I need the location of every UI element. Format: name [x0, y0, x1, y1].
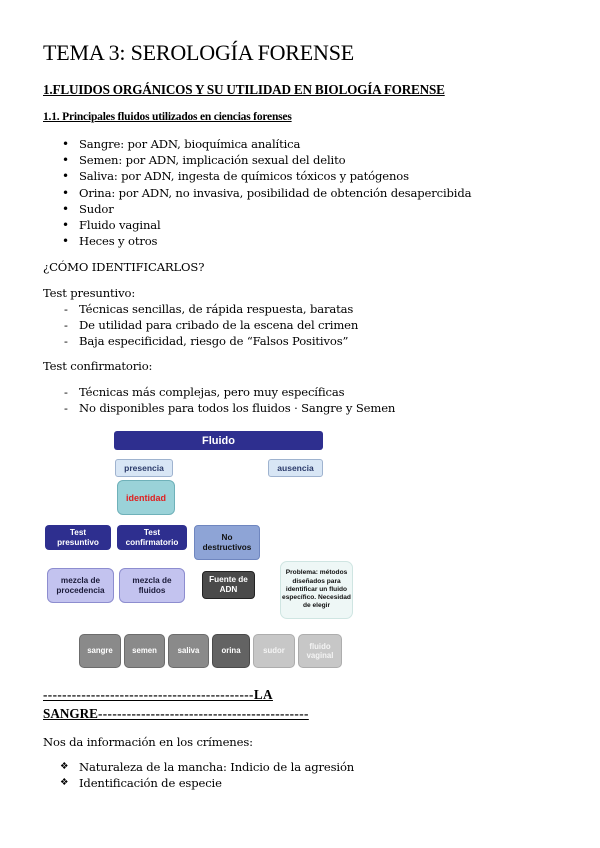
diagram-fluid-fluido-vaginal: fluido vaginal — [298, 634, 342, 668]
list-item: - No disponibles para todos los fluidos · Sangre y Semen — [43, 400, 395, 416]
sangre-intro: Nos da información en los crímenes: — [43, 735, 253, 749]
diagram-mezcla-procedencia: mezcla de procedencia — [47, 568, 114, 603]
confirmatory-list — [43, 384, 395, 416]
diagram-fluid-sangre: sangre — [79, 634, 121, 668]
diagram-fluid-sudor: sudor — [253, 634, 295, 668]
list-item: ❖ Naturaleza de la mancha: Indicio de la agresión — [43, 759, 354, 775]
list-item: • Sudor — [43, 201, 471, 217]
diagram-no-destructivos: No destructivos — [194, 525, 260, 560]
list-item: • Fluido vaginal — [43, 217, 471, 233]
sangre-divider — [43, 685, 309, 723]
list-item: • Semen: por ADN, implicación sexual del delito — [43, 152, 471, 168]
confirmatory-label: Test confirmatorio: — [43, 359, 153, 373]
diagram-fluid-saliva: saliva — [168, 634, 209, 668]
diagram-fluid-semen: semen — [124, 634, 165, 668]
list-item: - De utilidad para cribado de la escena del crimen — [43, 317, 358, 333]
question-text: ¿CÓMO IDENTIFICARLOS? — [43, 260, 205, 274]
diagram-test-presuntivo: Test presuntivo — [45, 525, 111, 550]
divider-line-2: SANGRE-------------------------------------------- — [43, 706, 309, 721]
list-item: - Baja especificidad, riesgo de “Falsos Positivos” — [43, 333, 358, 349]
fluids-list — [43, 136, 471, 249]
page-title: TEMA 3: SEROLOGÍA FORENSE — [43, 40, 354, 65]
list-item: • Heces y otros — [43, 233, 471, 249]
list-item: - Técnicas más complejas, pero muy específicas — [43, 384, 395, 400]
section-heading: 1.FLUIDOS ORGÁNICOS Y SU UTILIDAD EN BIOLOGÍA FORENSE — [43, 82, 445, 97]
diagram-root-fluido: Fluido — [114, 431, 323, 450]
fluid-diagram — [40, 428, 370, 673]
list-item: - Técnicas sencillas, de rápida respuesta, baratas — [43, 301, 358, 317]
diagram-presencia: presencia — [115, 459, 173, 477]
diagram-mezcla-fluidos: mezcla de fluidos — [119, 568, 185, 603]
list-item: ❖ Identificación de especie — [43, 775, 354, 791]
diagram-ausencia: ausencia — [268, 459, 323, 477]
sangre-list — [43, 759, 354, 791]
divider-line-1: --------------------------------------------LA — [43, 687, 273, 702]
list-item: • Orina: por ADN, no invasiva, posibilidad de obtención desapercibida — [43, 185, 471, 201]
diagram-problema-note: Problema: métodos diseñados para identificar un fluido específico. Necesidad de elegir — [280, 561, 353, 619]
sub-heading: 1.1. Principales fluidos utilizados en ciencias forenses — [43, 111, 292, 123]
presumptive-list — [43, 301, 358, 350]
presumptive-label: Test presuntivo: — [43, 286, 136, 300]
diagram-fuente-adn: Fuente de ADN — [202, 571, 255, 599]
list-item: • Sangre: por ADN, bioquímica analítica — [43, 136, 471, 152]
diagram-test-confirmatorio: Test confirmatorio — [117, 525, 187, 550]
diagram-identidad: identidad — [117, 480, 175, 515]
list-item: • Saliva: por ADN, ingesta de químicos tóxicos y patógenos — [43, 168, 471, 184]
diagram-fluid-orina: orina — [212, 634, 250, 668]
